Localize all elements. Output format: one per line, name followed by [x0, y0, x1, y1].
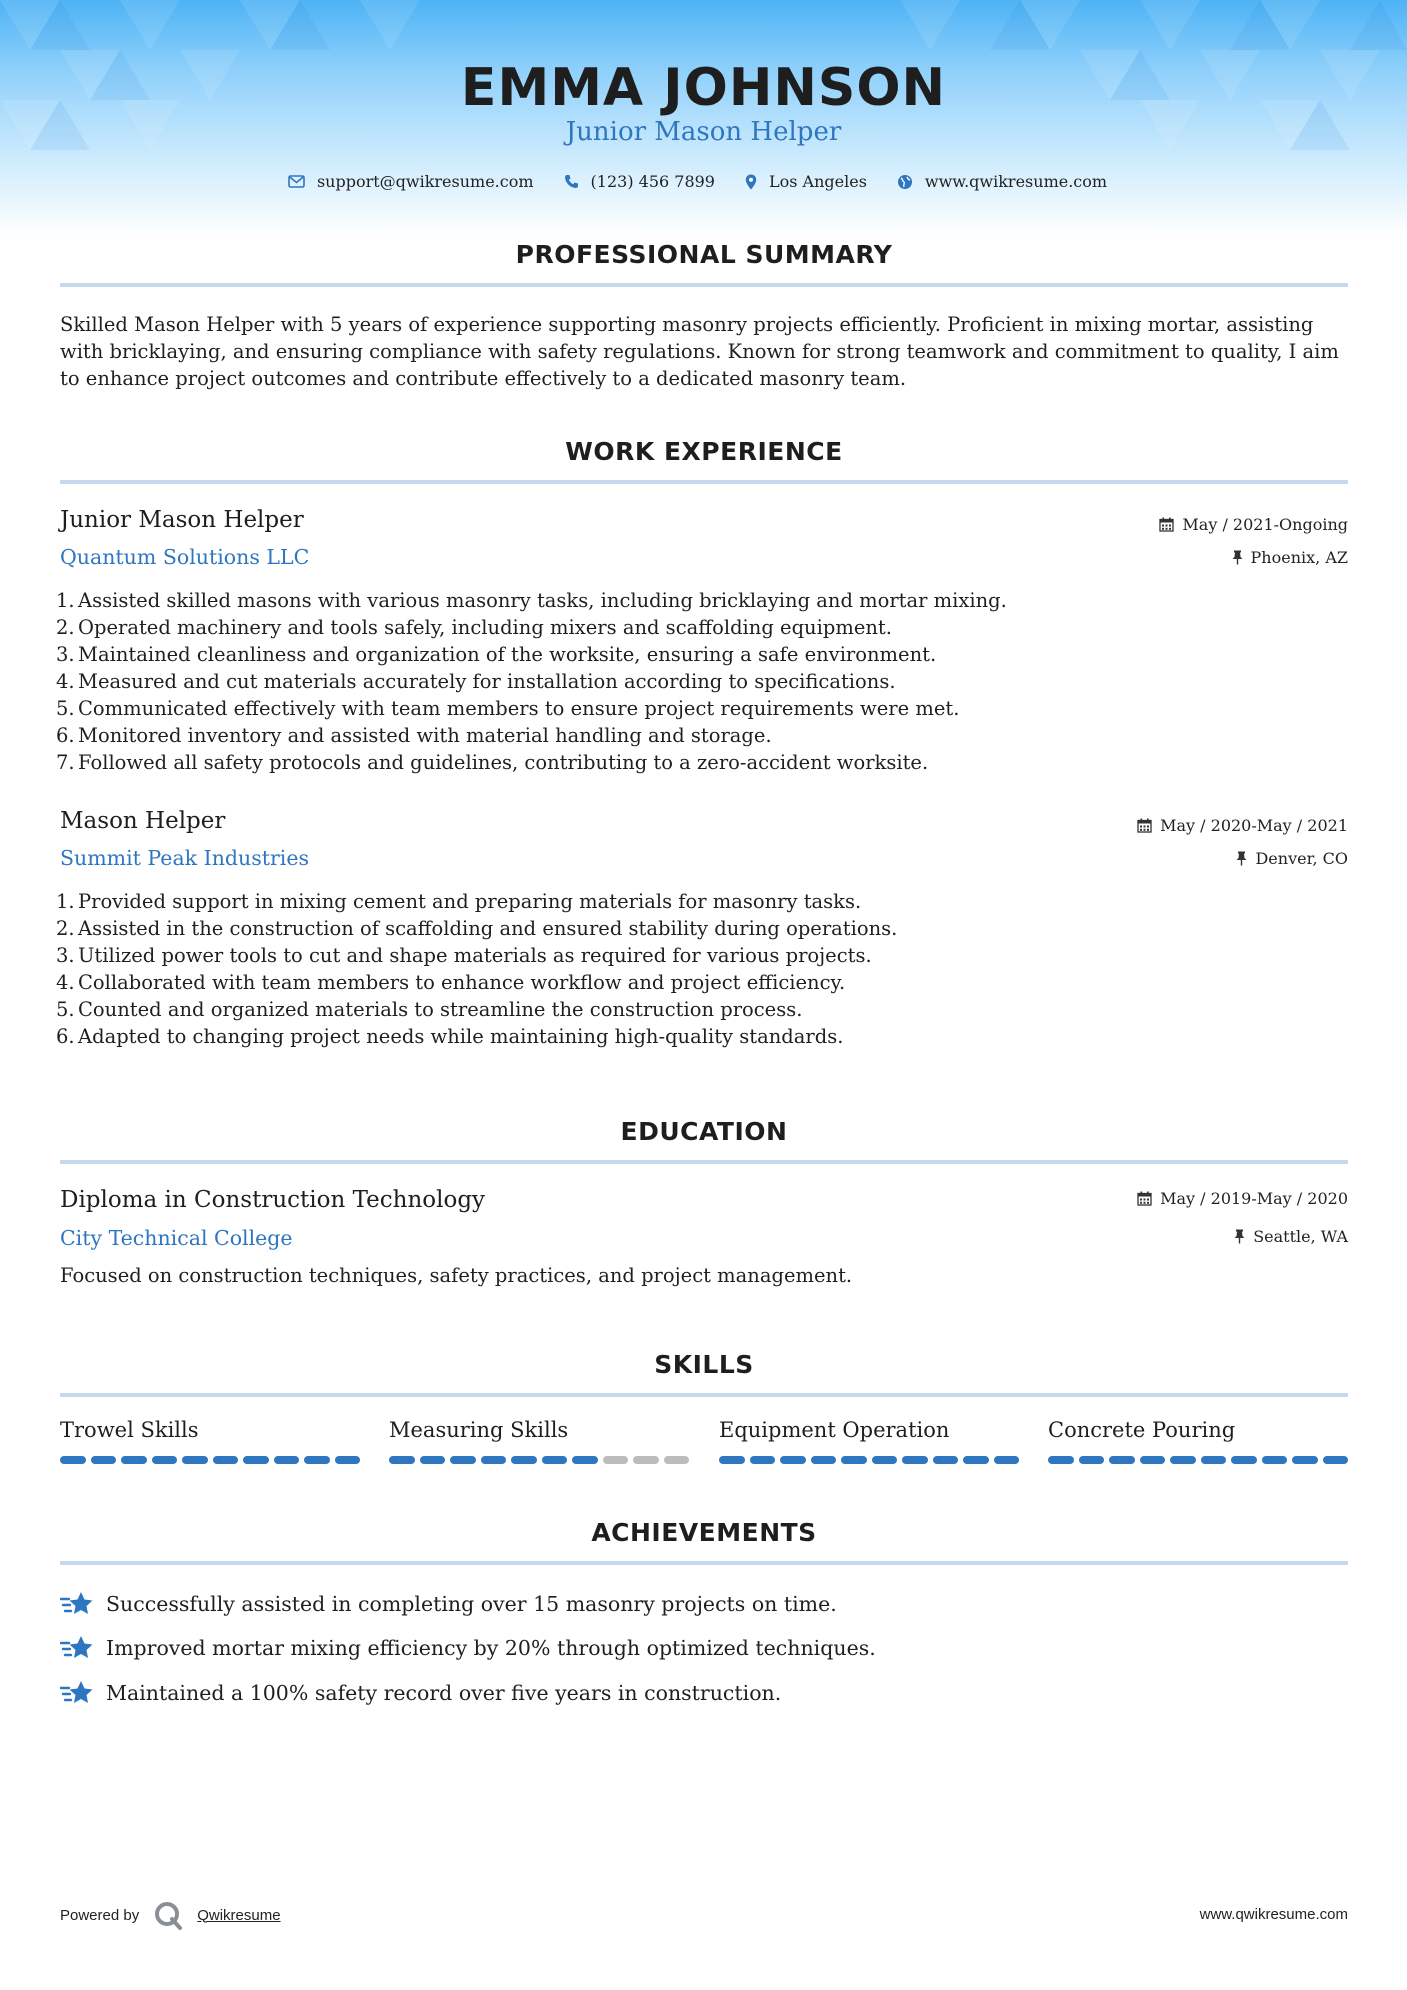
achievement-text: Improved mortar mixing efficiency by 20% through optimized techniques. — [106, 1636, 876, 1660]
calendar-icon — [1159, 517, 1174, 532]
job-title: Mason Helper — [60, 808, 226, 834]
envelope-icon — [288, 175, 305, 188]
skill-name: Equipment Operation — [719, 1418, 950, 1442]
qwikresume-logo-icon — [153, 1900, 183, 1930]
skill-segment-filled — [1323, 1456, 1349, 1464]
job-location — [1236, 849, 1348, 868]
skill-rating-bar — [1048, 1456, 1348, 1464]
education-description: Focused on construction techniques, safety practices, and project management. — [60, 1264, 853, 1287]
achievement-item — [60, 1679, 781, 1707]
achievements-heading: ACHIEVEMENTS — [591, 1518, 817, 1547]
candidate-title: Junior Mason Helper — [565, 117, 842, 147]
skills-heading: SKILLS — [654, 1350, 754, 1379]
shooting-star-icon — [60, 1590, 94, 1618]
skill-rating-bar — [60, 1456, 360, 1464]
contact-location — [745, 172, 867, 191]
list-item: 5. Communicated effectively with team members to ensure project requirements were met. — [56, 697, 960, 720]
skill-segment-filled — [1262, 1456, 1288, 1464]
education-dates-text: May / 2019-May / 2020 — [1160, 1189, 1348, 1208]
list-item: 6. Adapted to changing project needs while maintaining high-quality standards. — [56, 1025, 844, 1048]
summary-divider — [60, 283, 1348, 287]
achievement-text: Successfully assisted in completing over 15 masonry projects on time. — [106, 1592, 837, 1616]
pushpin-icon — [1232, 550, 1243, 565]
job-dates — [1137, 816, 1348, 835]
job-responsibilities — [56, 888, 1336, 1050]
job-dates-text: May / 2020-May / 2021 — [1160, 816, 1348, 835]
job-location-text: Denver, CO — [1255, 849, 1348, 868]
skill-segment-filled — [1292, 1456, 1318, 1464]
skill-segment-filled — [182, 1456, 208, 1464]
skill-item — [1048, 1418, 1348, 1464]
skill-segment-filled — [933, 1456, 959, 1464]
list-item: 2. Operated machinery and tools safely, including mixers and scaffolding equipment. — [56, 616, 892, 639]
skill-segment-filled — [1170, 1456, 1196, 1464]
map-pin-icon — [745, 174, 757, 190]
candidate-name: EMMA JOHNSON — [460, 58, 947, 118]
website-text[interactable]: www.qwikresume.com — [924, 172, 1108, 191]
contact-email — [288, 172, 534, 191]
skill-segment-filled — [389, 1456, 415, 1464]
skill-segment-empty — [603, 1456, 629, 1464]
skill-segment-empty — [633, 1456, 659, 1464]
experience-divider — [60, 480, 1348, 484]
powered-by-label: Powered by — [60, 1906, 140, 1924]
skill-segment-filled — [152, 1456, 178, 1464]
skill-segment-filled — [274, 1456, 300, 1464]
list-item: 2. Assisted in the construction of scaffolding and ensured stability during operations. — [56, 917, 898, 940]
education-location-text: Seattle, WA — [1253, 1227, 1348, 1246]
skill-segment-filled — [542, 1456, 568, 1464]
skill-segment-filled — [304, 1456, 330, 1464]
skill-segment-filled — [481, 1456, 507, 1464]
skill-name: Trowel Skills — [60, 1418, 199, 1442]
calendar-icon — [1137, 1191, 1152, 1206]
job-location — [1232, 548, 1348, 567]
skill-segment-filled — [902, 1456, 928, 1464]
skill-segment-filled — [1048, 1456, 1074, 1464]
skill-segment-filled — [811, 1456, 837, 1464]
skill-name: Concrete Pouring — [1048, 1418, 1236, 1442]
list-item: 3. Maintained cleanliness and organization of the worksite, ensuring a safe environment. — [56, 643, 937, 666]
footer-website[interactable]: www.qwikresume.com — [1199, 1906, 1348, 1923]
skill-segment-filled — [963, 1456, 989, 1464]
skill-segment-filled — [450, 1456, 476, 1464]
skill-segment-filled — [121, 1456, 147, 1464]
skill-segment-filled — [1109, 1456, 1135, 1464]
skill-segment-empty — [664, 1456, 690, 1464]
list-item: 4. Measured and cut materials accurately for installation according to specifications. — [56, 670, 896, 693]
achievement-item — [60, 1590, 837, 1618]
skill-item — [60, 1418, 360, 1464]
skill-segment-filled — [572, 1456, 598, 1464]
job-dates-text: May / 2021-Ongoing — [1182, 515, 1348, 534]
skill-segment-filled — [872, 1456, 898, 1464]
location-text: Los Angeles — [768, 172, 867, 191]
email-text[interactable]: support@qwikresume.com — [316, 172, 534, 191]
globe-icon — [897, 174, 913, 190]
footer-powered-by — [60, 1900, 281, 1930]
skill-segment-filled — [719, 1456, 745, 1464]
skill-name: Measuring Skills — [389, 1418, 569, 1442]
list-item: 6. Monitored inventory and assisted with material handling and storage. — [56, 724, 772, 747]
experience-heading: WORK EXPERIENCE — [565, 437, 843, 466]
skills-divider — [60, 1393, 1348, 1397]
shooting-star-icon — [60, 1679, 94, 1707]
skill-segment-filled — [1201, 1456, 1227, 1464]
achievement-item — [60, 1634, 876, 1662]
skill-rating-bar — [719, 1456, 1019, 1464]
list-item: 7. Followed all safety protocols and guidelines, contributing to a zero-accident worksite. — [56, 751, 929, 774]
education-divider — [60, 1160, 1348, 1164]
summary-text: Skilled Mason Helper with 5 years of experience supporting masonry projects efficiently. Proficient in mixing mortar, assisting with bricklaying, and ensuring compliance with safety regulations. Known for strong teamwork and commitment to quality, I aim to enhance project outcomes and contribute effectively to a dedicated masonry team. — [60, 313, 1339, 390]
company-name: Summit Peak Industries — [60, 846, 309, 870]
list-item: 3. Utilized power tools to cut and shape materials as required for various projects. — [56, 944, 872, 967]
skill-segment-filled — [91, 1456, 117, 1464]
job-title: Junior Mason Helper — [60, 507, 304, 533]
pushpin-icon — [1234, 1229, 1245, 1244]
skill-segment-filled — [994, 1456, 1020, 1464]
job-dates — [1159, 515, 1348, 534]
skill-segment-filled — [420, 1456, 446, 1464]
skill-item — [719, 1418, 1019, 1464]
skill-segment-filled — [1231, 1456, 1257, 1464]
education-dates — [1137, 1189, 1348, 1208]
skill-item — [389, 1418, 689, 1464]
skill-segment-filled — [750, 1456, 776, 1464]
skill-segment-filled — [1140, 1456, 1166, 1464]
pushpin-icon — [1236, 851, 1247, 866]
school-name: City Technical College — [60, 1226, 293, 1250]
summary-heading: PROFESSIONAL SUMMARY — [515, 240, 893, 269]
skill-segment-filled — [511, 1456, 537, 1464]
company-name: Quantum Solutions LLC — [60, 545, 310, 569]
contact-bar — [0, 172, 1407, 191]
phone-text: (123) 456 7899 — [590, 172, 715, 191]
skill-segment-filled — [243, 1456, 269, 1464]
education-heading: EDUCATION — [620, 1117, 788, 1146]
list-item: 1. Provided support in mixing cement and preparing materials for masonry tasks. — [56, 890, 862, 913]
skill-segment-filled — [60, 1456, 86, 1464]
skill-segment-filled — [841, 1456, 867, 1464]
job-responsibilities — [56, 587, 1336, 776]
degree-title: Diploma in Construction Technology — [60, 1187, 486, 1213]
contact-website — [897, 172, 1107, 191]
list-item: 5. Counted and organized materials to streamline the construction process. — [56, 998, 803, 1021]
calendar-icon — [1137, 818, 1152, 833]
achievement-text: Maintained a 100% safety record over five years in construction. — [106, 1681, 782, 1705]
skill-segment-filled — [213, 1456, 239, 1464]
job-location-text: Phoenix, AZ — [1250, 548, 1348, 567]
skill-rating-bar — [389, 1456, 689, 1464]
phone-icon — [564, 174, 579, 189]
skill-segment-filled — [335, 1456, 361, 1464]
skill-segment-filled — [1079, 1456, 1105, 1464]
list-item: 4. Collaborated with team members to enhance workflow and project efficiency. — [56, 971, 846, 994]
shooting-star-icon — [60, 1634, 94, 1662]
brand-link[interactable]: Qwikresume — [197, 1906, 281, 1924]
list-item: 1. Assisted skilled masons with various masonry tasks, including bricklaying and mortar mixing. — [56, 589, 1007, 612]
skill-segment-filled — [780, 1456, 806, 1464]
achievements-divider — [60, 1561, 1348, 1565]
education-location — [1234, 1227, 1348, 1246]
contact-phone — [564, 172, 715, 191]
